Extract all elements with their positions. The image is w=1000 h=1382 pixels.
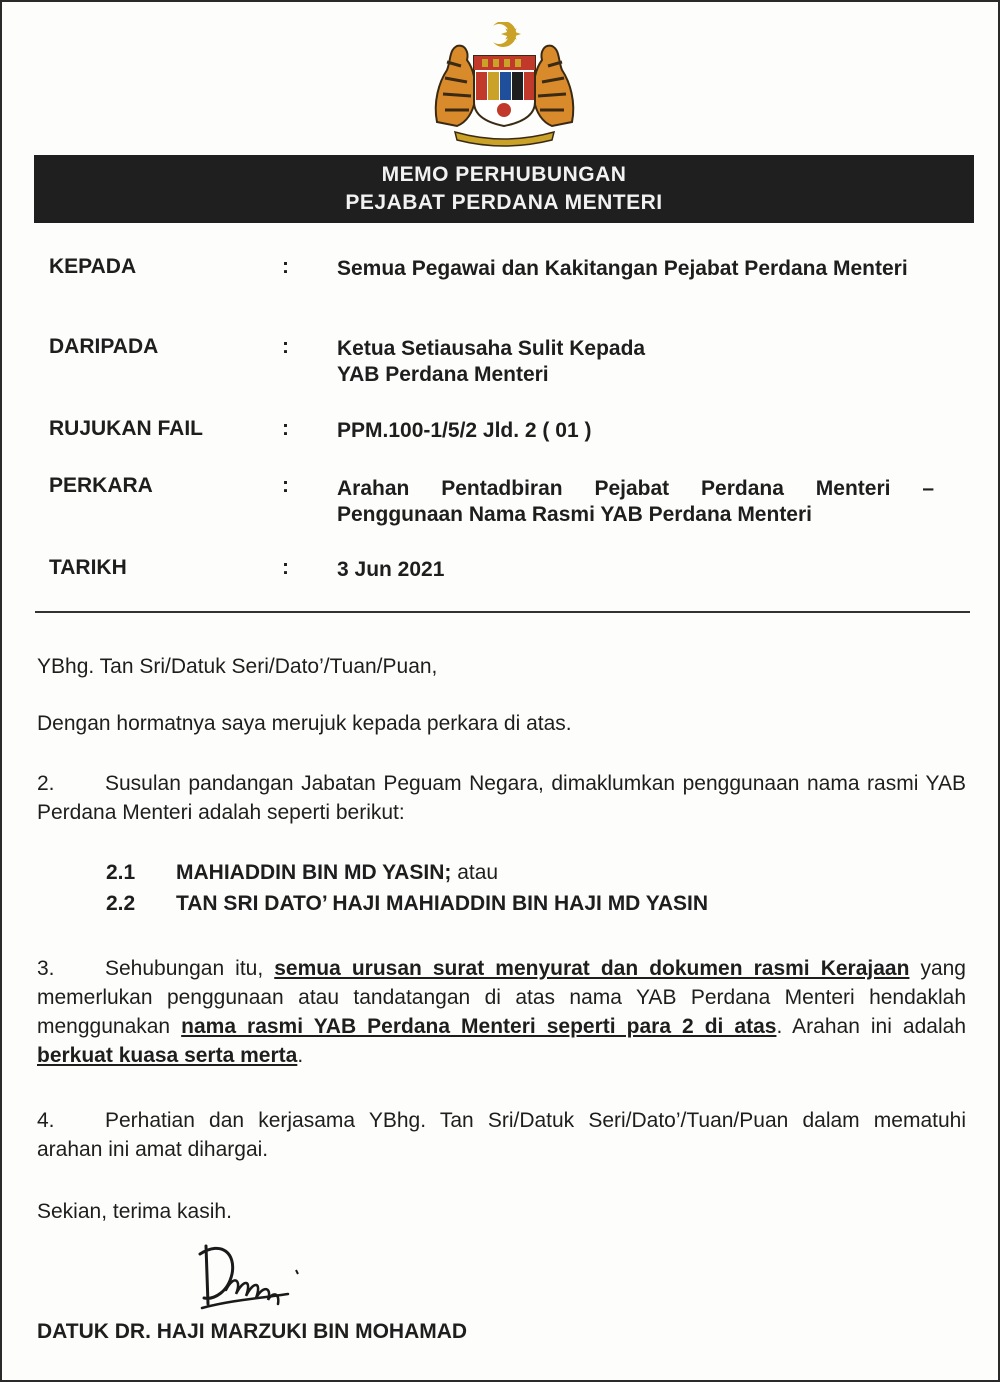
paragraph-number: 4. bbox=[37, 1109, 55, 1132]
coat-of-arms-emblem bbox=[427, 22, 582, 147]
field-value-line: Ketua Setiausaha Sulit Kepada bbox=[337, 337, 646, 360]
memo-title: MEMO PERHUBUNGAN bbox=[381, 163, 627, 186]
emphasis-underline: berkuat kuasa serta merta bbox=[37, 1044, 298, 1067]
list-item-number: 2.2 bbox=[106, 892, 136, 915]
field-label: PERKARA bbox=[49, 474, 153, 497]
field-label: TARIKH bbox=[49, 556, 127, 579]
paragraph-2 bbox=[37, 769, 966, 827]
field-label: KEPADA bbox=[49, 255, 137, 278]
paragraph-number: 3. bbox=[37, 957, 55, 980]
emphasis-underline: nama rasmi YAB Perdana Menteri seperti para 2 di atas bbox=[181, 1015, 777, 1038]
paragraph-text: . Arahan ini adalah bbox=[776, 1015, 966, 1038]
official-name: TAN SRI DATO’ HAJI MAHIADDIN BIN HAJI MD YASIN bbox=[176, 892, 709, 915]
paragraph-text: . bbox=[297, 1044, 304, 1067]
list-item-suffix: atau bbox=[451, 861, 499, 884]
field-label: DARIPADA bbox=[49, 335, 159, 358]
field-value: 3 Jun 2021 bbox=[337, 558, 445, 581]
field-colon: : bbox=[282, 556, 289, 579]
memo-title-banner bbox=[34, 155, 974, 223]
office-title: PEJABAT PERDANA MENTERI bbox=[345, 191, 663, 214]
salutation: YBhg. Tan Sri/Datuk Seri/Dato’/Tuan/Puan, bbox=[37, 655, 438, 678]
field-value: Semua Pegawai dan Kakitangan Pejabat Perdana Menteri bbox=[337, 257, 908, 280]
paragraph-4 bbox=[37, 1106, 966, 1164]
field-value: Arahan Pentadbiran Pejabat Perdana Menteri – Penggunaan Nama Rasmi YAB Perdana Menteri bbox=[337, 477, 934, 526]
paragraph-number: 2. bbox=[37, 772, 55, 795]
field-colon: : bbox=[282, 335, 289, 358]
emphasis-underline: semua urusan surat menyurat dan dokumen rasmi Kerajaan bbox=[274, 957, 910, 980]
paragraph-3 bbox=[37, 954, 966, 1070]
official-name: MAHIADDIN BIN MD YASIN; bbox=[176, 861, 452, 884]
field-colon: : bbox=[282, 417, 289, 440]
paragraph-text: Sehubungan itu, bbox=[105, 957, 275, 980]
paragraph-text: Susulan pandangan Jabatan Peguam Negara, dimaklumkan penggunaan nama rasmi YAB Perdana Menteri adalah seperti berikut: bbox=[37, 772, 966, 824]
field-value-line: YAB Perdana Menteri bbox=[337, 363, 549, 386]
paragraph-text: yang memerlukan penggunaan atau tandatangan di atas nama YAB Perdana Menteri hendaklah menggunakan bbox=[37, 957, 966, 1038]
handwritten-signature bbox=[192, 1234, 312, 1319]
paragraph-text: Perhatian dan kerjasama YBhg. Tan Sri/Datuk Seri/Dato’/Tuan/Puan dalam mematuhi arahan ini amat dihargai. bbox=[37, 1109, 966, 1161]
header-divider bbox=[35, 611, 970, 613]
field-colon: : bbox=[282, 474, 289, 497]
signatory-name: DATUK DR. HAJI MARZUKI BIN MOHAMAD bbox=[37, 1320, 468, 1343]
list-item-number: 2.1 bbox=[106, 861, 136, 884]
field-value bbox=[337, 336, 934, 388]
field-colon: : bbox=[282, 255, 289, 278]
field-label: RUJUKAN FAIL bbox=[49, 417, 204, 440]
field-value: PPM.100-1/5/2 Jld. 2 ( 01 ) bbox=[337, 419, 592, 442]
opening-line: Dengan hormatnya saya merujuk kepada perkara di atas. bbox=[37, 712, 572, 735]
closing-line: Sekian, terima kasih. bbox=[37, 1200, 232, 1223]
